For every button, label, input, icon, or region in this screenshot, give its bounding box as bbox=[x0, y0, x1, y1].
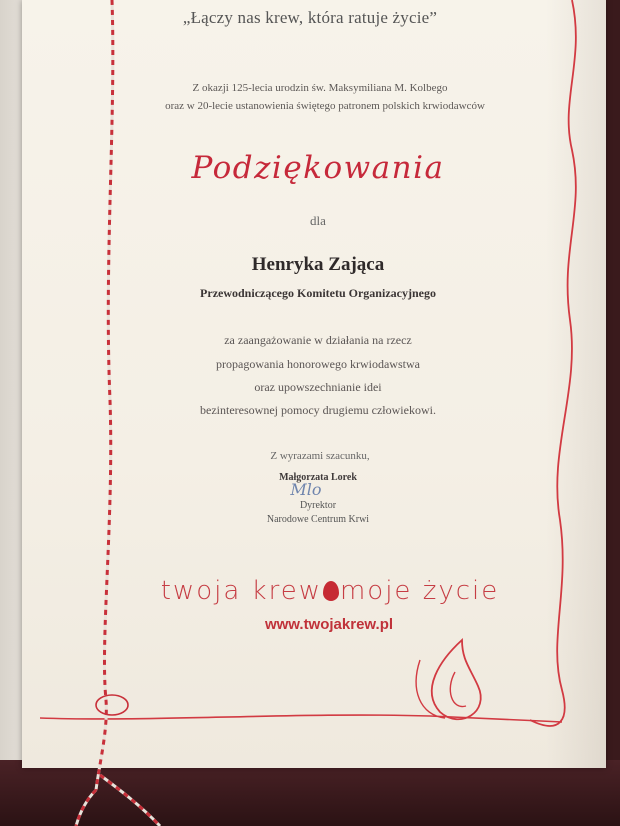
thanks-title: Podziękowania bbox=[191, 150, 445, 186]
slogan-part-1: twoja krew bbox=[160, 576, 322, 606]
occasion-line-2: oraz w 20-lecie ustanowienia świętego patronem polskich krwiodawców bbox=[165, 100, 485, 112]
body-line-3: oraz upowszechnianie idei bbox=[254, 380, 382, 394]
motto-text: „Łączy nas krew, która ratuje życie” bbox=[182, 8, 438, 27]
body-line-1: za zaangażowanie w działania na rzecz bbox=[224, 333, 412, 347]
drop-flourish-inner bbox=[450, 672, 466, 707]
website-link[interactable]: www.twojakrew.pl bbox=[264, 616, 394, 633]
recipient-name: Henryka Zająca bbox=[251, 254, 385, 275]
occasion-line-1: Z okazji 125-lecia urodzin św. Maksymiliana M. Kolbego bbox=[192, 82, 448, 94]
blood-drop-icon bbox=[323, 581, 339, 601]
regards-text: Z wyrazami szacunku, bbox=[270, 450, 370, 462]
body-line-4: bezinteresownej pomocy drugiemu człowiekowi. bbox=[200, 403, 436, 417]
signer-position: Dyrektor bbox=[299, 500, 337, 511]
drop-flourish-icon bbox=[432, 640, 481, 719]
signer-name: Małgorzata Lorek bbox=[279, 472, 357, 483]
body-line-2: propagowania honorowego krwiodawstwa bbox=[216, 357, 420, 371]
twine-loop bbox=[96, 695, 128, 715]
signature-mark: Mlo bbox=[290, 480, 322, 499]
bottom-border-line bbox=[40, 715, 562, 722]
recipient-role: Przewodniczącego Komitetu Organizacyjnego bbox=[200, 286, 436, 300]
loop-flourish bbox=[416, 660, 445, 718]
signer-organization: Narodowe Centrum Krwi bbox=[266, 514, 370, 525]
for-word: dla bbox=[310, 213, 326, 228]
slogan-part-2: moje życie bbox=[339, 576, 500, 606]
slogan bbox=[0, 576, 620, 606]
